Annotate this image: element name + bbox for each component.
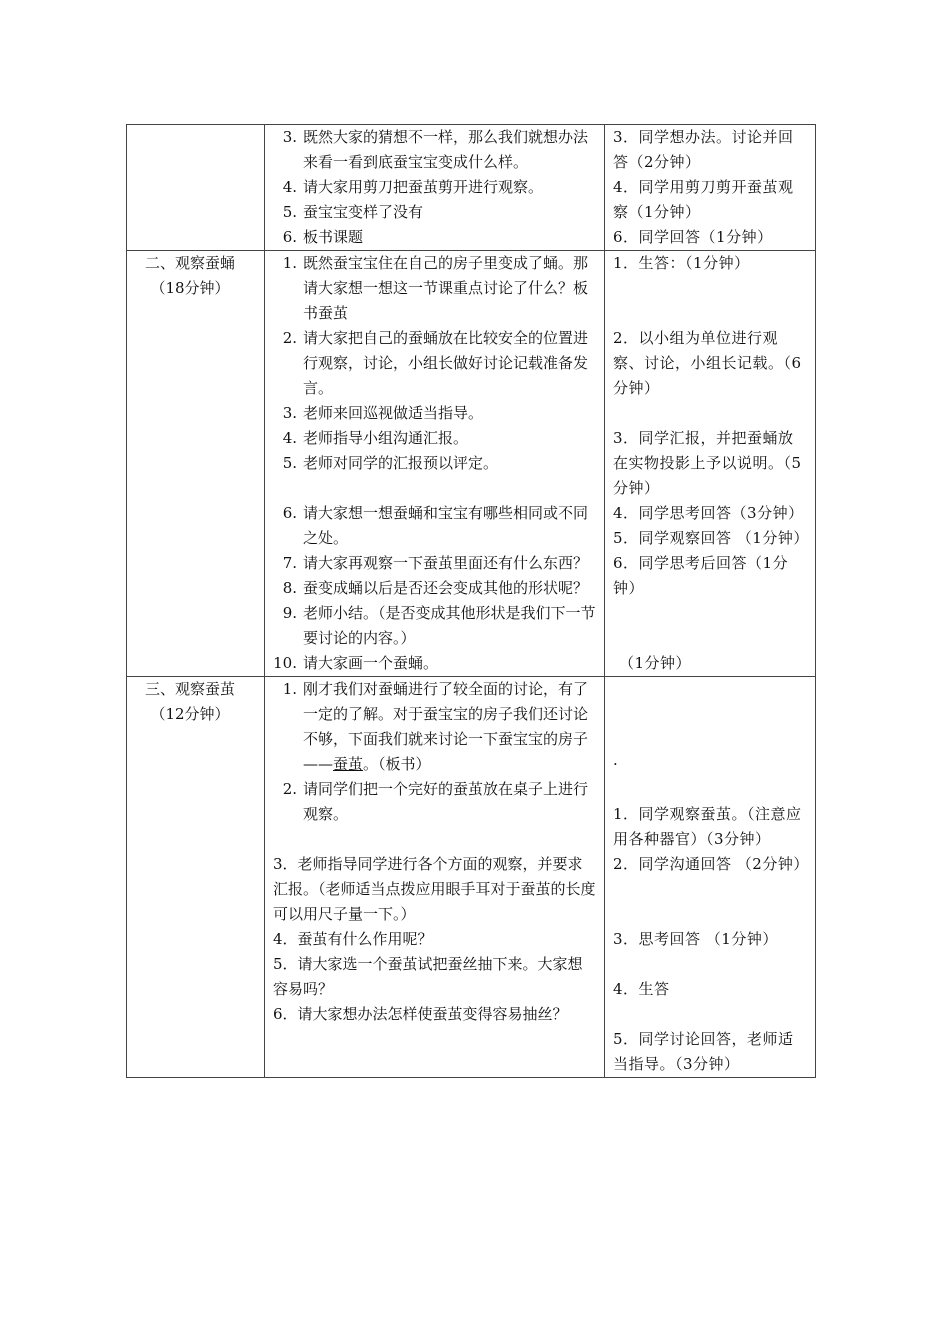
stage-cell — [127, 251, 265, 677]
dot-mark: · — [613, 755, 619, 773]
lesson-plan-table — [126, 124, 816, 1078]
response-item: 3．同学汇报，并把蚕蛹放在实物投影上予以说明。（5分钟） — [613, 429, 802, 497]
list-item: 2. 请大家把自己的蚕蛹放在比较安全的位置进行观察，讨论，小组长做好讨论记载准备发言。 — [282, 329, 589, 397]
list-item: 3．老师指导同学进行各个方面的观察，并要求汇报。（老师适当点拨应用眼手耳对于蚕茧的长度可以用尺子量一下。） — [273, 855, 596, 923]
response-item: 5．同学讨论回答，老师适当指导。（3分钟） — [613, 1030, 794, 1073]
stage-cell — [127, 677, 265, 1078]
response-item: 3．同学想办法。讨论并回答（2分钟） — [613, 128, 794, 171]
teacher-steps-cell — [265, 125, 605, 251]
response-item: 1．同学观察蚕茧。（注意应用各种器官）（3分钟） — [613, 805, 802, 848]
list-item: 4. 请大家用剪刀把蚕茧剪开进行观察。 — [282, 178, 544, 196]
table-row — [127, 125, 816, 251]
stage-title: 二、观察蚕蛹 — [144, 254, 235, 272]
list-item: 10. 请大家画一个蚕蛹。 — [273, 654, 439, 672]
underlined-term: 蚕茧 — [333, 755, 364, 773]
student-activity-cell — [605, 251, 816, 677]
list-item: 4. 老师指导小组沟通汇报。 — [282, 429, 469, 447]
list-item: 3. 老师来回巡视做适当指导。 — [282, 404, 484, 422]
response-item: 2．同学沟通回答 （2分钟） — [613, 855, 809, 873]
response-item: 1．生答：（1分钟） — [613, 254, 750, 272]
spacer — [265, 476, 596, 501]
list-item: 9. 老师小结。（是否变成其他形状是我们下一节要讨论的内容。） — [282, 604, 596, 647]
list-item: 5. 蚕宝宝变样了没有 — [282, 203, 424, 221]
response-item: 2．以小组为单位进行观察、讨论，小组长记载。（6分钟） — [613, 329, 802, 397]
response-item: 4．同学思考回答（3分钟） — [613, 504, 804, 522]
teacher-steps-cell — [265, 677, 605, 1078]
list-item: 4．蚕茧有什么作用呢？ — [273, 930, 433, 948]
list-item: 3. 既然大家的猜想不一样，那么我们就想办法来看一看到底蚕宝宝变成什么样。 — [282, 128, 589, 171]
list-item: 1. 既然蚕宝宝住在自己的房子里变成了蛹。那请大家想一想这一节课重点讨论了什么？板书蚕茧 — [282, 254, 589, 322]
response-item: 3．思考回答 （1分钟） — [613, 930, 778, 948]
response-item: 5．同学观察回答 （1分钟） — [613, 529, 809, 547]
response-item: 6．同学思考后回答（1分钟） — [613, 554, 789, 597]
list-item: 7. 请大家再观察一下蚕茧里面还有什么东西？ — [282, 554, 589, 572]
stage-cell — [127, 125, 265, 251]
list-item: 2. 请同学们把一个完好的蚕茧放在桌子上进行观察。 — [282, 780, 589, 823]
student-activity-cell — [605, 125, 816, 251]
response-item: （1分钟） — [619, 654, 692, 672]
list-item: 8. 蚕变成蛹以后是否还会变成其他的形状呢？ — [282, 579, 589, 597]
student-activity-cell — [605, 677, 816, 1078]
list-item: 5. 老师对同学的汇报预以评定。 — [282, 454, 499, 472]
stage-duration: （12分钟） — [150, 705, 230, 723]
response-item: 4．生答 — [613, 980, 670, 998]
list-item: 6. 板书课题 — [282, 228, 364, 246]
response-item: 6．同学回答（1分钟） — [613, 228, 773, 246]
stage-duration: （18分钟） — [150, 279, 230, 297]
teacher-steps-cell — [265, 251, 605, 677]
list-item: 6. 请大家想一想蚕蛹和宝宝有哪些相同或不同之处。 — [282, 504, 589, 547]
response-item: 4．同学用剪刀剪开蚕茧观察（1分钟） — [613, 178, 794, 221]
table-row — [127, 251, 816, 677]
list-item: 1. 刚才我们对蚕蛹进行了较全面的讨论，有了一定的了解。对于蚕宝宝的房子我们还讨论不够，下面我们就来讨论一下蚕宝宝的房子——蚕茧。（板书） — [282, 680, 589, 773]
list-item: 6．请大家想办法怎样使蚕茧变得容易抽丝？ — [273, 1005, 568, 1023]
table-row — [127, 677, 816, 1078]
stage-title: 三、观察蚕茧 — [144, 680, 235, 698]
list-item: 5．请大家选一个蚕茧试把蚕丝抽下来。大家想容易吗？ — [273, 955, 583, 998]
